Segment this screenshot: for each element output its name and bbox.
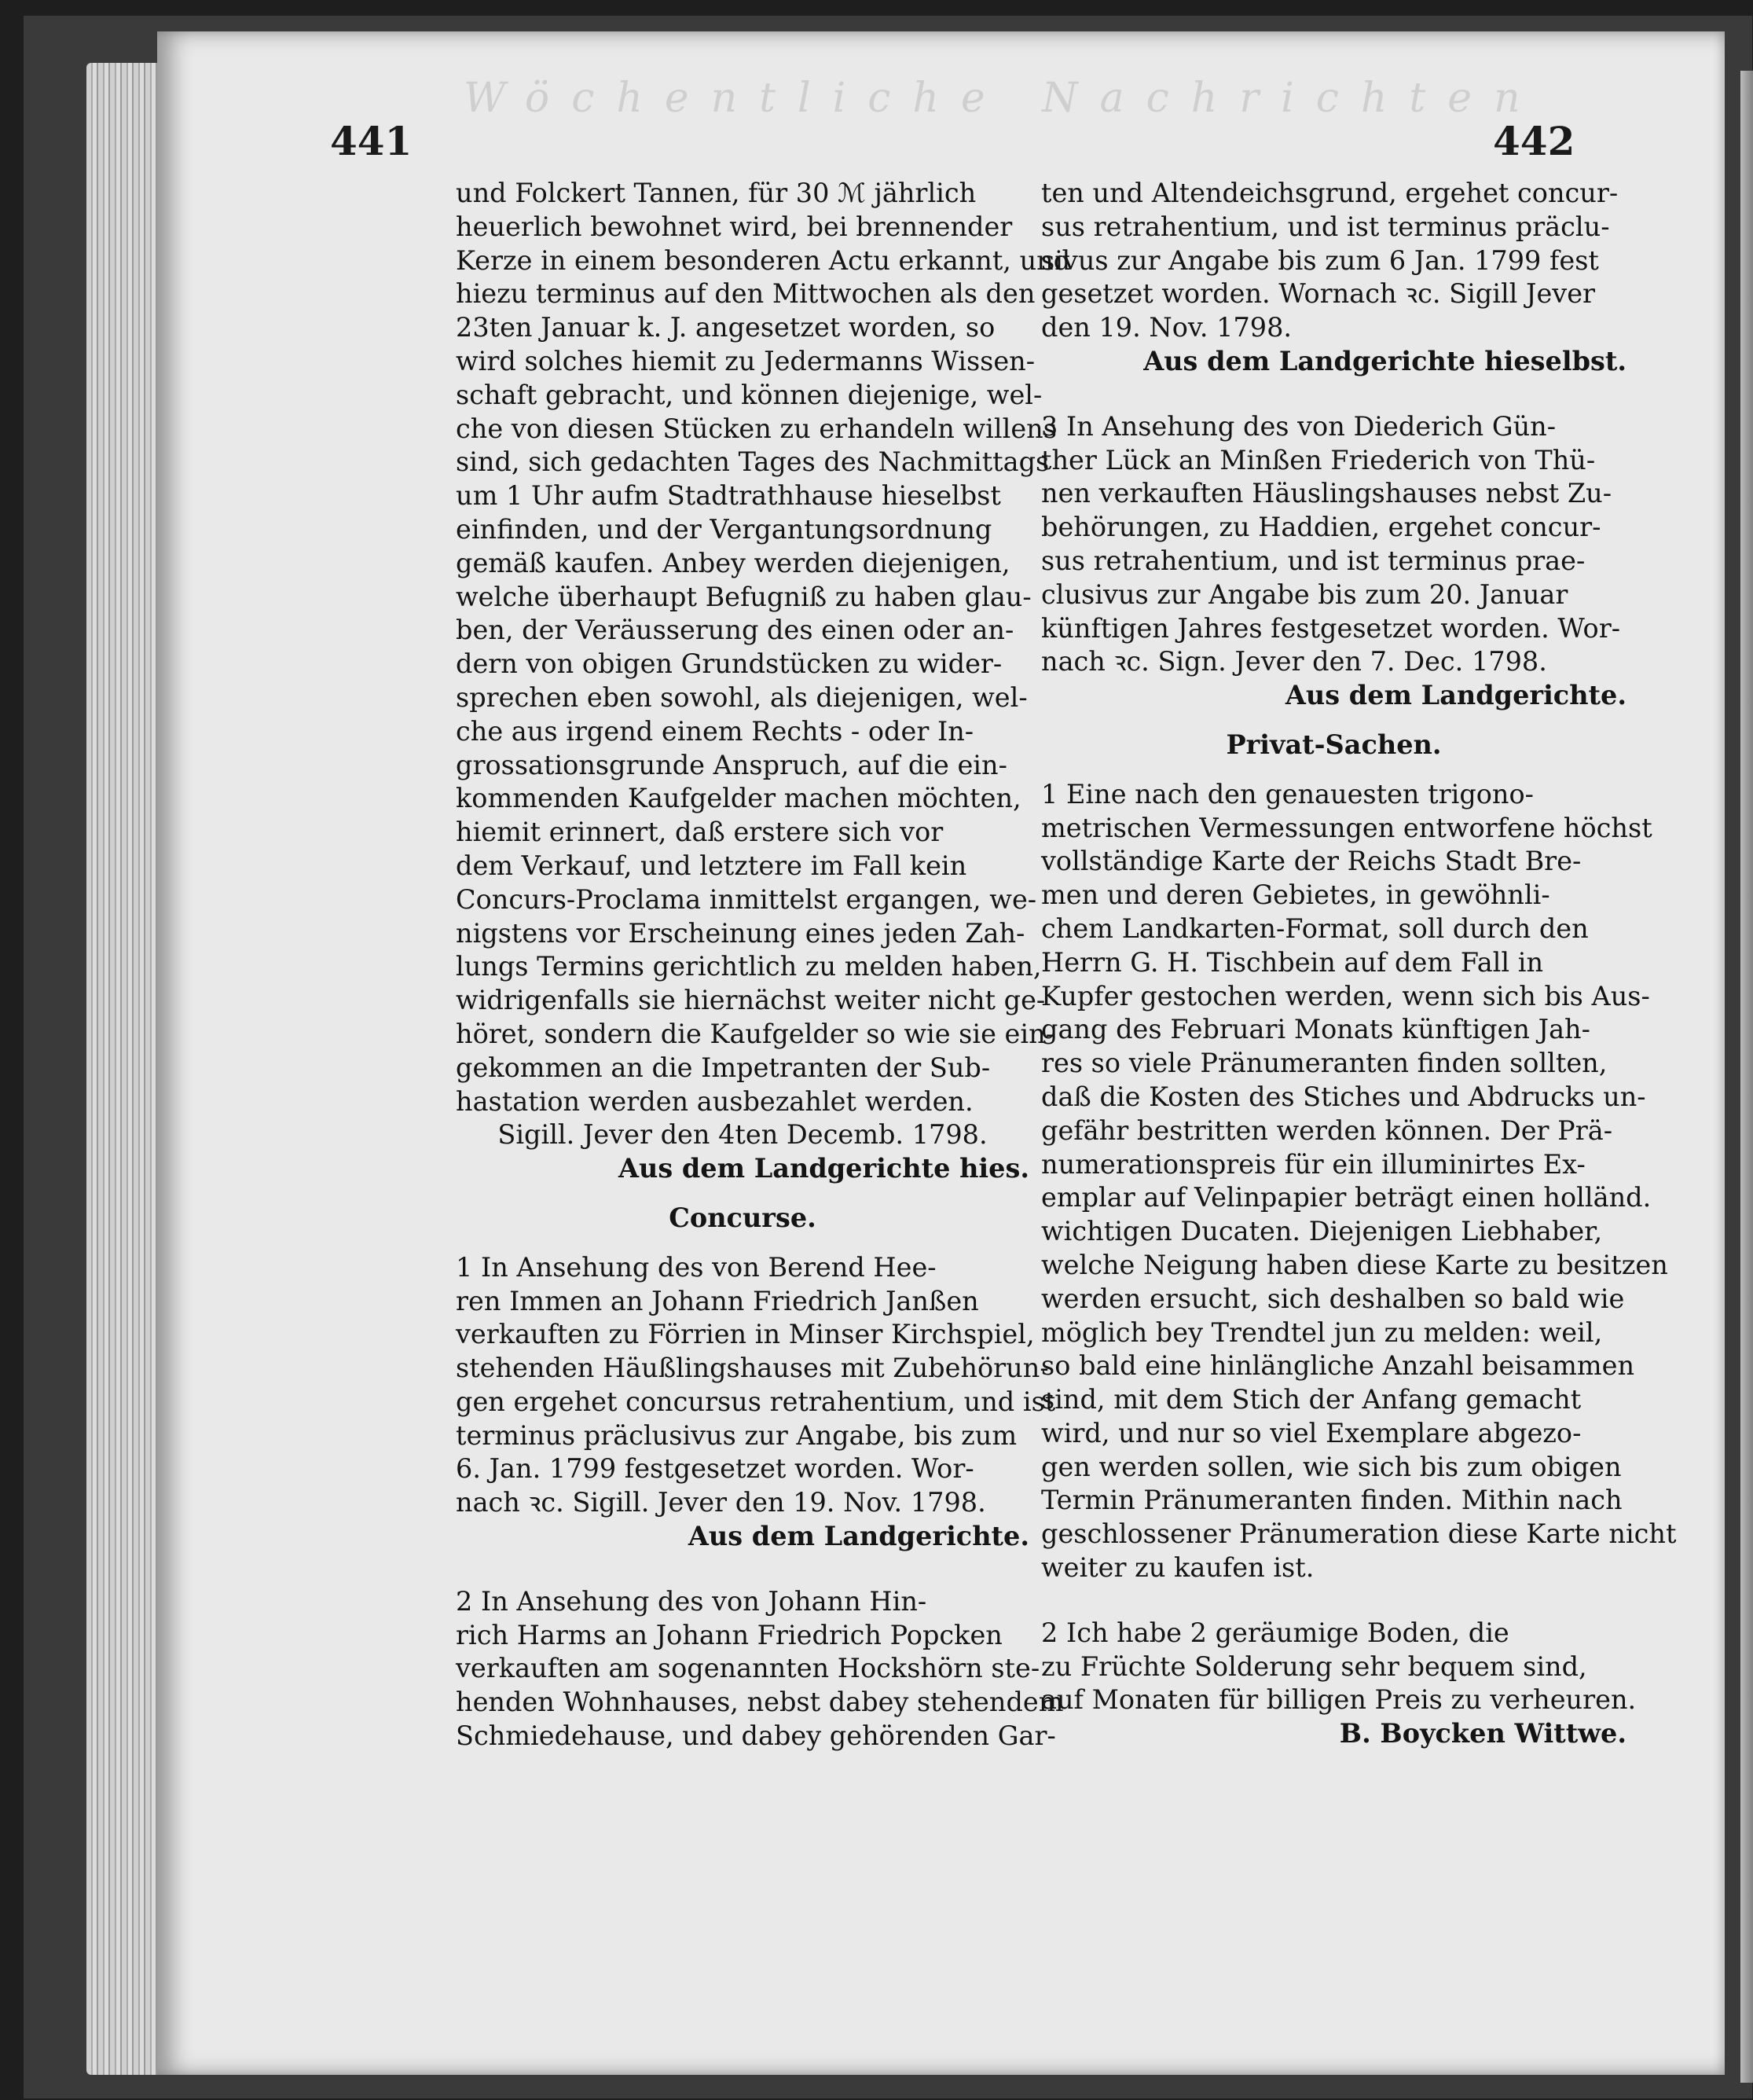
text-line: men und deren Gebietes, in gewöhnli- [1041,879,1550,911]
text-line: ren Immen an Johann Friedrich Janßen [456,1285,979,1316]
text-line: welche überhaupt Befugniß zu haben glau- [456,581,1032,612]
text-line: rich Harms an Johann Friedrich Popcken [456,1619,1003,1650]
text-line: grossationsgrunde Anspruch, auf die ein- [456,749,1007,780]
court-signature: Aus dem Landgerichte hieselbst. [1143,345,1626,376]
text-line: lungs Termins gerichtlich zu melden haben, [456,951,1042,982]
text-line: künftigen Jahres festgesetzet worden. Wor- [1041,612,1621,644]
text-line: sind, mit dem Stich der Anfang gemacht [1041,1384,1582,1415]
text-line: weiter zu kaufen ist. [1041,1552,1315,1584]
text-line: hiemit erinnert, daß erstere sich vor [456,817,944,848]
text-line: sind, sich gedachten Tages des Nachmittags [456,446,1050,478]
text-line: Kerze in einem besonderen Actu erkannt, und [456,244,1071,276]
text-line: res so viele Pränumeranten finden sollten, [1041,1048,1608,1079]
text-line: zu Früchte Solderung sehr bequem sind, [1041,1650,1587,1682]
text-line: gen werden sollen, wie sich bis zum obigen [1041,1451,1622,1482]
section-heading-privat-sachen: Privat-Sachen. [1226,729,1442,760]
section-heading-concurse: Concurse. [669,1202,816,1233]
text-line: verkauften zu Förrien in Minser Kirchspiel, [456,1319,1035,1350]
text-line: geschlossener Pränumeration diese Karte nicht [1041,1518,1677,1550]
text-line: 6. Jan. 1799 festgesetzet worden. Wor- [456,1453,974,1485]
text-line: wird solches hiemit zu Jedermanns Wissen- [456,345,1036,376]
court-signature: Aus dem Landgerichte. [688,1521,1029,1552]
text-line: einfinden, und der Vergantungsordnung [456,513,992,545]
text-line: 1 Eine nach den genauesten trigono- [1041,778,1534,810]
text-line: ten und Altendeichsgrund, ergehet concur- [1041,178,1619,208]
text-line: gekommen an die Impetranten der Sub- [456,1052,991,1083]
text-line: numerationspreis für ein illuminirtes Ex- [1041,1148,1586,1180]
text-line: che aus irgend einem Rechts - oder In- [456,715,974,747]
text-line: metrischen Vermessungen entworfene höchst [1041,812,1652,843]
page-number-right: 442 [1493,118,1575,164]
text-line: che von diesen Stücken zu erhandeln willens [456,413,1057,444]
text-line: den 19. Nov. 1798. [1041,312,1293,343]
text-line: sus retrahentium, und ist terminus präclu- [1041,211,1610,242]
text-line: nigstens vor Erscheinung eines jeden Zah- [456,917,1025,949]
text-line: dem Verkauf, und letztere im Fall kein [456,850,967,881]
text-line: ther Lück an Minßen Friederich von Thü- [1041,444,1596,475]
text-line: Termin Pränumeranten finden. Mithin nach [1041,1485,1623,1516]
text-line: schaft gebracht, und können diejenige, wel- [456,379,1043,410]
text-line: widrigenfalls sie hiernächst weiter nicht ge- [456,985,1046,1016]
text-line: auf Monaten für billigen Preis zu verheuren. [1041,1684,1637,1716]
text-line: clusivus zur Angabe bis zum 20. Januar [1041,578,1568,610]
page-number-left: 441 [330,118,413,164]
text-line: 2 Ich habe 2 geräumige Boden, die [1041,1617,1509,1648]
text-line: 3 In Ansehung des von Diederich Gün- [1041,410,1557,442]
text-line: Schmiedehause, und dabey gehörenden Gar- [456,1720,1056,1752]
text-line: stehenden Häußlingshauses mit Zubehörun- [456,1353,1049,1384]
text-line: daß die Kosten des Stiches und Abdrucks un- [1041,1081,1646,1112]
text-line: um 1 Uhr aufm Stadtrathhause hieselbst [456,480,1001,512]
text-line: so bald eine hinlängliche Anzahl beisammen [1041,1350,1635,1382]
text-line: 23ten Januar k. J. angesetzet worden, so [456,312,996,343]
text-line: behörungen, zu Haddien, ergehet concur- [1041,512,1601,543]
text-line: wichtigen Ducaten. Diejenigen Liebhaber, [1041,1216,1603,1247]
text-line: werden ersucht, sich deshalben so bald wie [1041,1283,1625,1314]
text-line: dern von obigen Grundstücken zu wider- [456,648,1003,680]
advertiser-signature: B. Boycken Wittwe. [1339,1718,1626,1749]
text-line: gefähr bestritten werden können. Der Prä- [1041,1114,1613,1146]
text-line: 1 In Ansehung des von Berend Hee- [456,1251,937,1283]
text-line: höret, sondern die Kaufgelder so wie sie ein- [456,1018,1054,1049]
text-line: wird, und nur so viel Exemplare abgezo- [1041,1417,1582,1448]
text-line: gesetzet worden. Wornach ꝛc. Sigill Jever [1041,278,1596,310]
text-line: Herrn G. H. Tischbein auf dem Fall in [1041,946,1544,978]
text-line: chem Landkarten-Format, soll durch den [1041,912,1589,944]
text-line: nen verkauften Häuslingshauses nebst Zu- [1041,478,1612,509]
text-line: henden Wohnhauses, nebst dabey stehendem [456,1687,1064,1718]
text-line: möglich bey Trendtel jun zu melden: weil, [1041,1316,1603,1348]
left-column [456,177,1071,1753]
text-line: welche Neigung haben diese Karte zu besitzen [1041,1249,1668,1280]
text-line: heuerlich bewohnet wird, bei brennender [456,211,1013,242]
text-line: vollständige Karte der Reichs Stadt Bre- [1041,846,1582,877]
text-line: sus retrahentium, und ist terminus prae- [1041,545,1586,576]
text-line: nach ꝛc. Sign. Jever den 7. Dec. 1798. [1041,646,1547,677]
court-signature: Aus dem Landgerichte hies. [618,1153,1029,1184]
running-head-bleed: Wöchentliche Nachrichten [464,75,1542,122]
right-column [1041,177,1677,1751]
text-line: gen ergehet concursus retrahentium, und ist [456,1386,1056,1417]
text-line: hiezu terminus auf den Mittwochen als den [456,278,1036,310]
text-line: kommenden Kaufgelder machen möchten, [456,783,1021,814]
text-line: Concurs-Proclama inmittelst ergangen, we- [456,883,1037,915]
text-line: sprechen eben sowohl, als diejenigen, wel- [456,681,1028,713]
text-line: gemäß kaufen. Anbey werden diejenigen, [456,547,1010,578]
text-line: ben, der Veräusserung des einen oder an- [456,615,1014,646]
signature-line: Sigill. Jever den 4ten Decemb. 1798. [497,1119,988,1151]
text-line: und Folckert Tannen, für 30 ℳ jährlich [456,178,977,208]
text-line: nach ꝛc. Sigill. Jever den 19. Nov. 1798. [456,1487,986,1518]
text-line: verkauften am sogenannten Hockshörn ste- [456,1653,1040,1684]
text-line: Kupfer gestochen werden, wenn sich bis Aus- [1041,980,1650,1011]
court-signature: Aus dem Landgerichte. [1285,680,1626,711]
text-line: hastation werden ausbezahlet werden. [456,1085,974,1117]
text-line: 2 In Ansehung des von Johann Hin- [456,1585,927,1617]
text-line: terminus präclusivus zur Angabe, bis zum [456,1419,1018,1451]
text-line: gang des Februari Monats künftigen Jah- [1041,1014,1590,1045]
text-line: emplar auf Velinpapier beträgt einen holländ. [1041,1182,1652,1213]
text-line: sivus zur Angabe bis zum 6 Jan. 1799 fest [1041,244,1599,276]
page-edge-shadow [1740,71,1753,2083]
